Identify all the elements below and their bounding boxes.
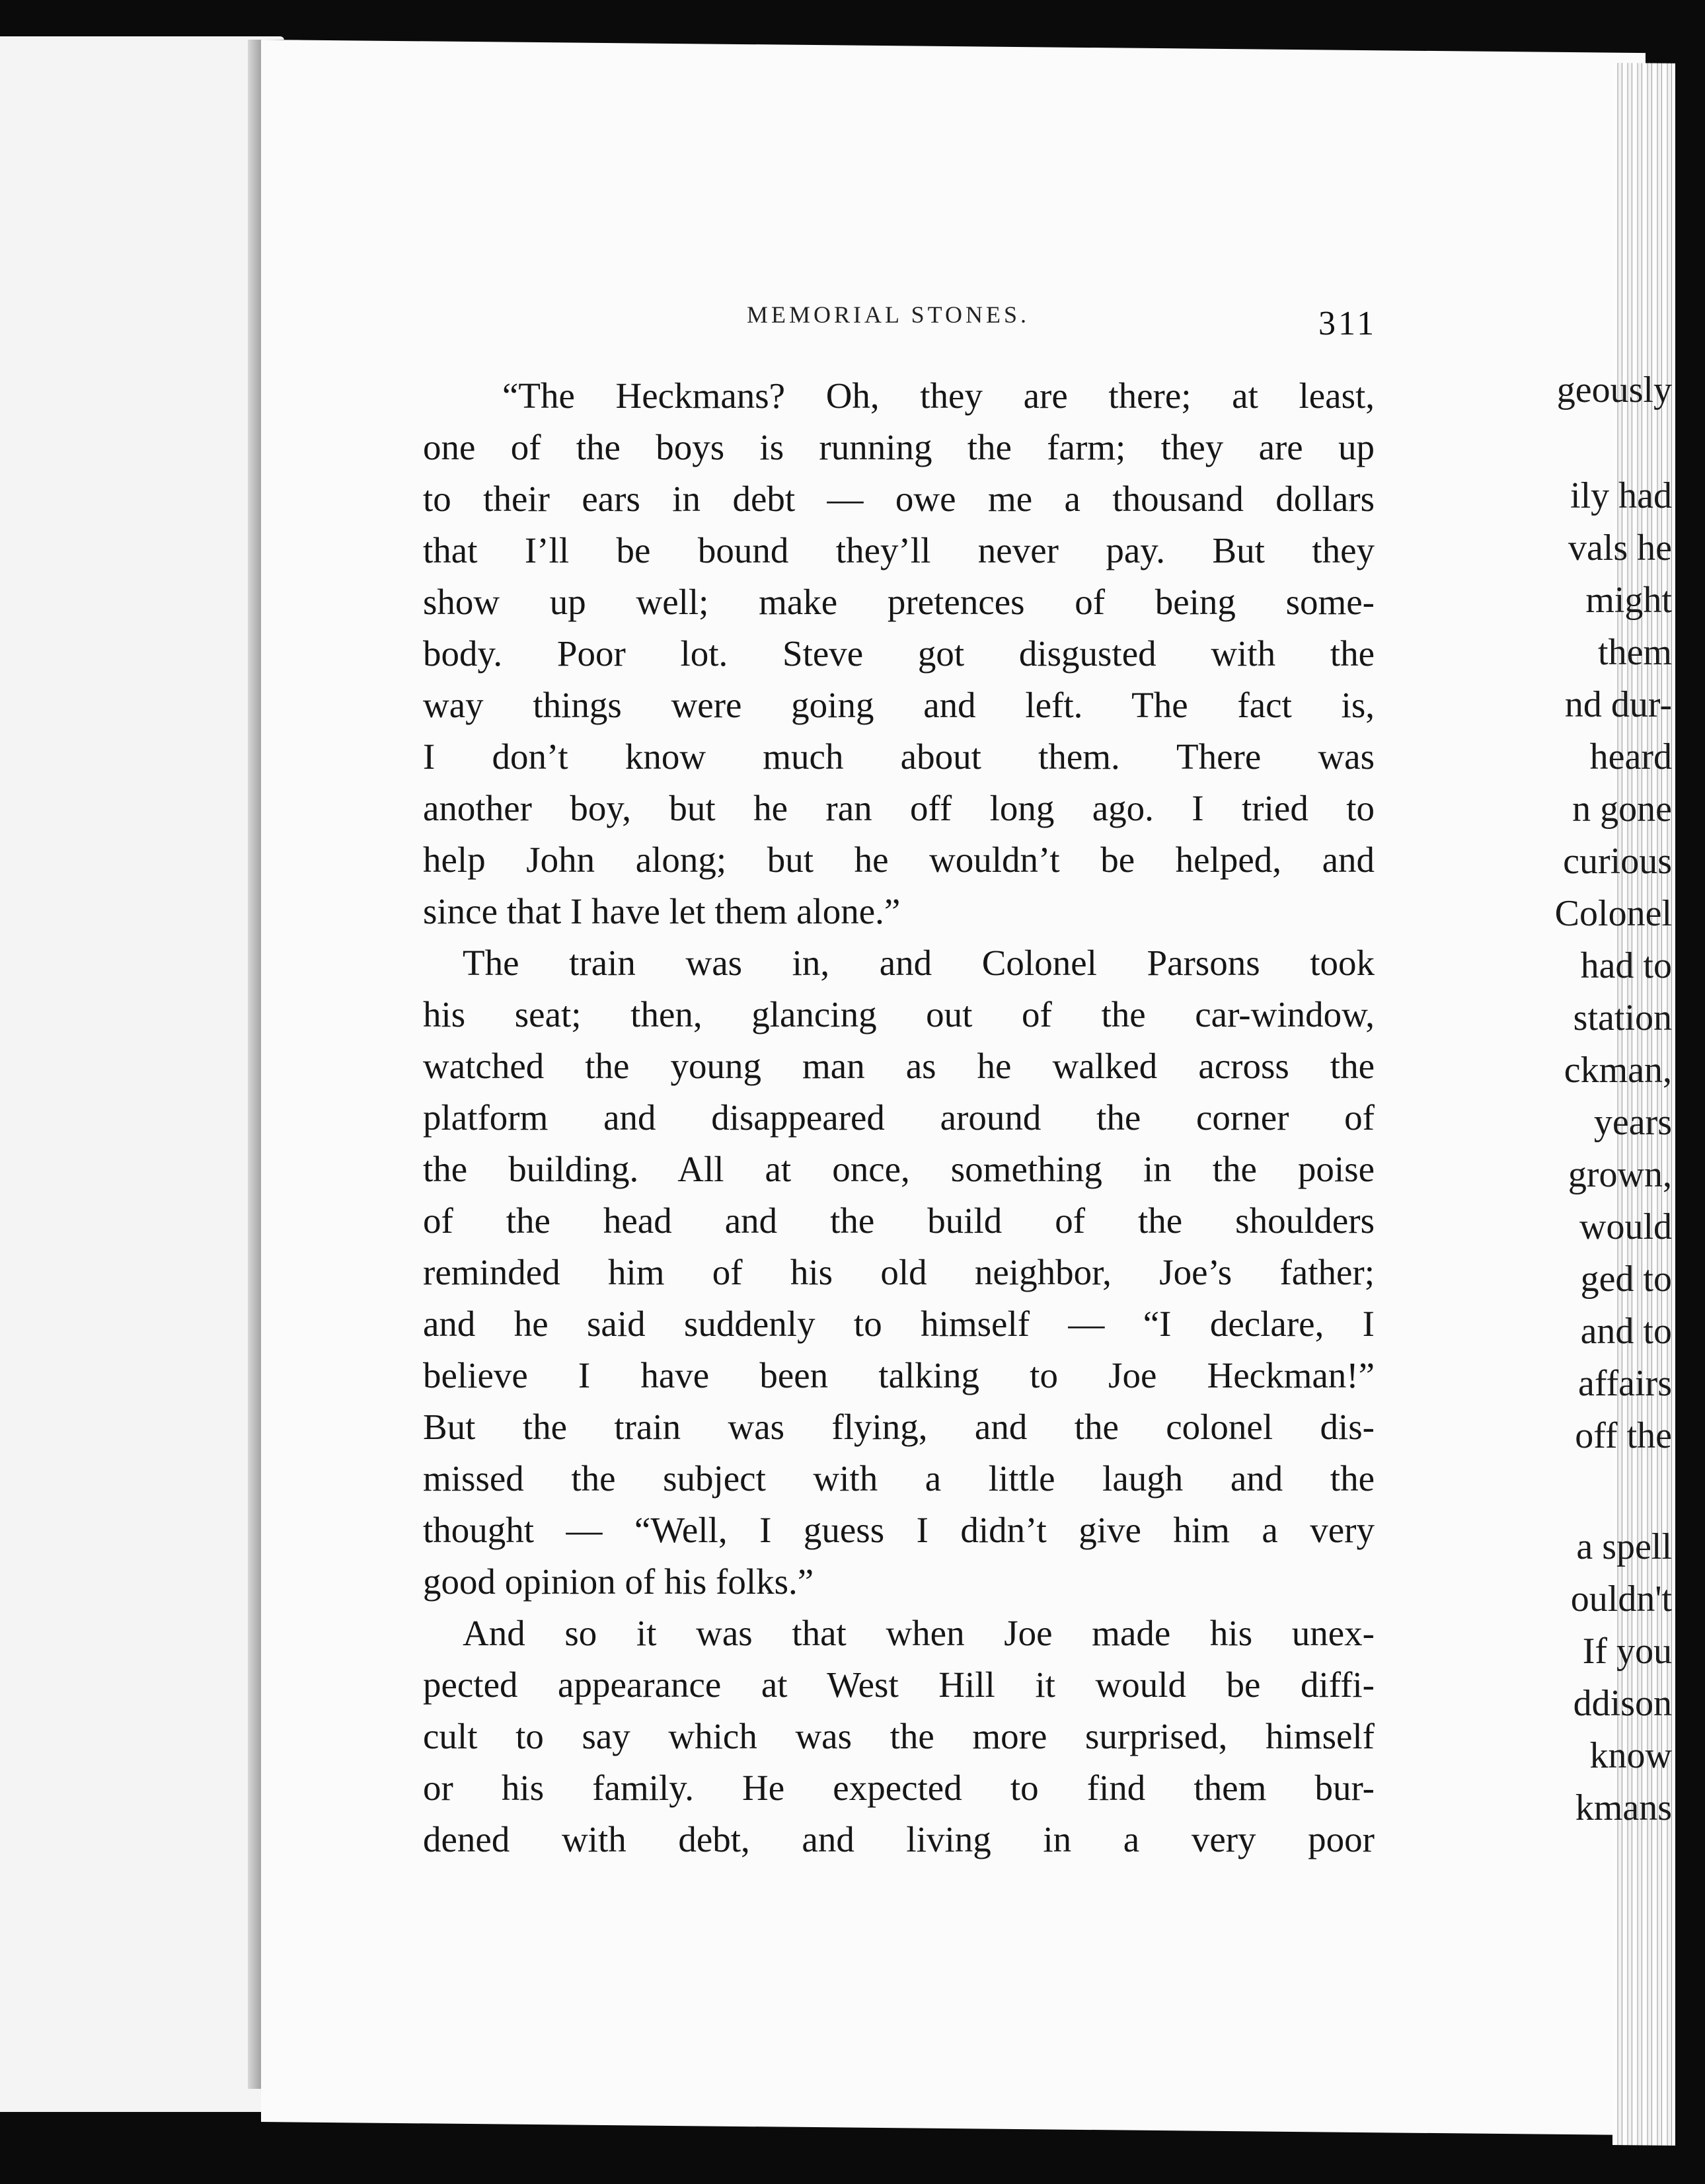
left-line: might — [1585, 580, 1672, 621]
running-head: MEMORIAL STONES. — [747, 301, 1030, 328]
left-line: curious — [1563, 841, 1672, 882]
text-line: to their ears in debt — owe me a thousand dollars — [423, 479, 1375, 519]
left-line: off the — [1575, 1415, 1672, 1456]
text-line: of the head and the build of the shoulders — [423, 1200, 1375, 1241]
text-line: platform and disappeared around the corner of — [423, 1097, 1375, 1138]
body-text — [423, 370, 1375, 1865]
text-line: the building. All at once, something in the poise — [423, 1149, 1375, 1189]
left-line: nd dur- — [1564, 684, 1672, 725]
left-line: years — [1593, 1102, 1672, 1143]
page-number: 311 — [1318, 305, 1377, 342]
text-line: pected appearance at West Hill it would be diffi- — [423, 1664, 1375, 1705]
text-line: his seat; then, glancing out of the car-window, — [423, 994, 1375, 1034]
text-line: reminded him of his old neighbor, Joe’s father; — [423, 1252, 1375, 1292]
left-line: ouldn't — [1570, 1579, 1672, 1619]
text-line: watched the young man as he walked across the — [423, 1046, 1375, 1086]
left-line: ily had — [1570, 475, 1672, 516]
left-line: know — [1589, 1735, 1672, 1776]
left-line: vals he — [1568, 527, 1672, 568]
text-line: or his family. He expected to find them bur- — [423, 1768, 1375, 1808]
left-line: ged to — [1580, 1259, 1672, 1300]
left-line: heard — [1589, 736, 1672, 777]
text-line: since that I have let them alone.” — [423, 891, 901, 931]
text-line: one of the boys is running the farm; they are up — [423, 427, 1375, 467]
left-line: would — [1579, 1206, 1672, 1247]
text-line: believe I have been talking to Joe Heckman!” — [423, 1355, 1375, 1395]
facing-left-page — [0, 36, 284, 2112]
text-line: show up well; make pretences of being some- — [423, 582, 1375, 622]
left-line: ckman, — [1564, 1050, 1672, 1091]
text-line: The train was in, and Colonel Parsons took — [463, 943, 1375, 983]
text-line: I don’t know much about them. There was — [423, 736, 1375, 777]
left-line: them — [1598, 632, 1672, 673]
left-line: kmans — [1575, 1787, 1672, 1828]
text-line: cult to say which was the more surprised, himself — [423, 1716, 1375, 1756]
text-line: that I’ll be bound they’ll never pay. But they — [423, 530, 1375, 570]
text-line: another boy, but he ran off long ago. I tried to — [423, 788, 1375, 828]
text-line: “The Heckmans? Oh, they are there; at least, — [502, 375, 1375, 416]
text-line: good opinion of his folks.” — [423, 1561, 814, 1602]
left-line: n gone — [1572, 789, 1672, 830]
text-line: But the train was flying, and the colonel dis- — [423, 1407, 1375, 1447]
text-line: help John along; but he wouldn’t be helped, and — [423, 839, 1375, 880]
text-line: dened with debt, and living in a very poor — [423, 1819, 1375, 1859]
left-line: ddison — [1573, 1683, 1672, 1724]
left-line: If you — [1582, 1631, 1672, 1672]
text-line: body. Poor lot. Steve got disgusted with the — [423, 633, 1375, 674]
left-line: and to — [1580, 1311, 1672, 1352]
text-line: way things were going and left. The fact is, — [423, 685, 1375, 725]
left-line: affairs — [1578, 1363, 1672, 1404]
left-line: grown, — [1568, 1154, 1672, 1195]
left-line: a spell — [1576, 1526, 1672, 1567]
text-line: And so it was that when Joe made his unex- — [463, 1613, 1375, 1653]
text-line: and he said suddenly to himself — “I declare, I — [423, 1304, 1375, 1344]
left-line: geously — [1556, 370, 1672, 410]
text-line: missed the subject with a little laugh and the — [423, 1458, 1375, 1499]
left-line: station — [1573, 997, 1672, 1038]
text-line: thought — “Well, I guess I didn’t give him a very — [423, 1510, 1375, 1550]
left-line: had to — [1580, 945, 1672, 986]
left-line: Colonel — [1554, 893, 1672, 934]
